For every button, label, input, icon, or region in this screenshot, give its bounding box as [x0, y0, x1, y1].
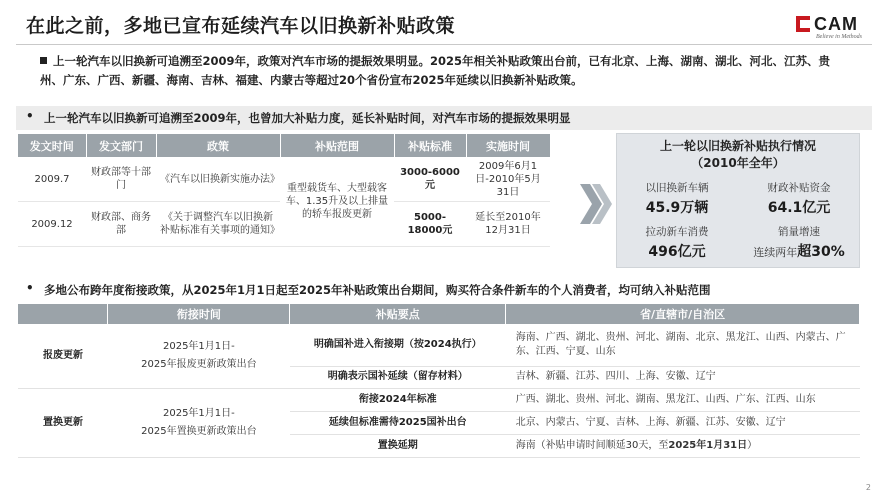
logo-mark-icon [796, 16, 810, 32]
section2-heading-text: 多地公布跨年度衔接政策，从2025年1月1日起至2025年补贴政策出台期间，购买符合条件新车的个人消费者，均可纳入补贴范围 [44, 283, 711, 297]
intro-paragraph [40, 52, 852, 90]
cell-provinces [506, 434, 860, 457]
stat-vehicles [617, 180, 737, 217]
panel-title-line: 上一轮以旧换新补贴执行情况 [659, 139, 816, 153]
cell-period: 2009年6月1日-2010年5月31日 [466, 157, 550, 202]
cell-dept: 财政部等十部门 [86, 157, 156, 202]
col-header: 发文部门 [86, 134, 156, 157]
col-header: 补贴标准 [394, 134, 466, 157]
table-header-row [18, 134, 550, 157]
time-line: 2025年1月1日- [162, 407, 235, 419]
cell-provinces: 北京、内蒙古、宁夏、吉林、上海、新疆、江苏、安徽、辽宁 [506, 411, 860, 434]
cell-provinces: 海南、广西、湖北、贵州、河北、湖南、北京、黑龙江、山西、内蒙古、广东、江西、宁夏、山东 [506, 324, 860, 366]
panel-subtitle: （2010年全年） [691, 156, 785, 170]
col-header: 发文时间 [18, 134, 86, 157]
stat-subsidy [739, 180, 859, 217]
section1-bullet: • [26, 109, 34, 123]
title-divider [16, 44, 872, 45]
cell-scope: 重型载货车、大型载客车、1.35升及以上排量的轿车报废更新 [280, 157, 394, 247]
stat-value-bold: 超30% [797, 244, 845, 260]
provinces-suffix: ） [747, 439, 758, 451]
cell-policy: 《关于调整汽车以旧换新补贴标准有关事项的通知》 [156, 202, 280, 247]
cell-provinces: 吉林、新疆、江苏、四川、上海、安徽、辽宁 [506, 366, 860, 388]
cell-policy: 《汽车以旧换新实施办法》 [156, 157, 280, 202]
table-header-row [18, 304, 860, 324]
table-row [18, 157, 550, 202]
cell-time [108, 388, 290, 457]
stat-consumption [617, 224, 737, 261]
stat-value: 496亿元 [648, 244, 706, 260]
stat-growth [739, 224, 859, 261]
stat-label: 以旧换新车辆 [645, 182, 709, 194]
cell-key: 衔接2024年标准 [290, 388, 506, 411]
logo-text: CAM [814, 14, 858, 34]
cell-standard: 3000-6000元 [394, 157, 466, 202]
section1-heading-bar [16, 106, 872, 130]
cell-key: 明确表示国补延续（留存材料） [290, 366, 506, 388]
cell-date: 2009.12 [18, 202, 86, 247]
cell-provinces: 广西、湖北、贵州、河北、湖南、黑龙江、山西、广东、江西、山东 [506, 388, 860, 411]
col-header: 省/直辖市/自治区 [506, 304, 860, 324]
col-header: 衔接时间 [108, 304, 290, 324]
table-row [18, 388, 860, 411]
cell-category: 置换更新 [18, 388, 108, 457]
stat-prefix: 连续两年 [753, 246, 798, 259]
policy-history-table [18, 134, 551, 247]
stat-value: 45.9万辆 [645, 200, 709, 216]
stat-label: 拉动新车消费 [645, 226, 709, 238]
col-header [18, 304, 108, 324]
stats-panel [616, 133, 860, 268]
time-line: 2025年报废更新政策出台 [141, 358, 257, 370]
stat-label: 财政补贴资金 [767, 182, 831, 194]
stat-label: 销量增速 [778, 226, 820, 238]
cam-logo [796, 14, 872, 42]
table-row [18, 324, 860, 366]
section2-heading [16, 280, 872, 300]
logo-tagline: Believe in Methods [816, 34, 862, 40]
section2-bullet: • [26, 281, 34, 295]
col-header: 补贴范围 [280, 134, 394, 157]
time-line: 2025年1月1日- [162, 340, 235, 352]
provinces-prefix: 海南（补贴申请时间顺延30天，至 [515, 439, 669, 451]
stat-value: 64.1亿元 [767, 200, 831, 216]
col-header: 实施时间 [466, 134, 550, 157]
cell-standard: 5000-18000元 [394, 202, 466, 247]
cell-date: 2009.7 [18, 157, 86, 202]
square-bullet-icon [40, 57, 47, 64]
time-line: 2025年置换更新政策出台 [141, 425, 257, 437]
intro-text: 上一轮汽车以旧换新可追溯至2009年，政策对汽车市场的提振效果明显。2025年相关补贴政策出台前，已有北京、上海、湖南、湖北、河北、江苏、贵州、广东、广西、新疆、海南、吉林、福建、内蒙古等超过20个省份宣布2025年延续以旧换新补贴政策。 [40, 54, 831, 87]
cell-category: 报废更新 [18, 324, 108, 388]
col-header: 补贴要点 [290, 304, 506, 324]
section1-heading: 上一轮汽车以旧换新可追溯至2009年，也曾加大补贴力度，延长补贴时间，对汽车市场的提振效果明显 [44, 111, 571, 125]
cell-time [108, 324, 290, 388]
page-number: 2 [865, 483, 871, 492]
transition-policy-table [18, 304, 860, 458]
page-title: 在此之前，多地已宣布延续汽车以旧换新补贴政策 [26, 15, 456, 37]
provinces-date: 2025年1月31日 [668, 439, 748, 451]
stat-value [739, 241, 859, 261]
chevron-right-icon [578, 180, 612, 228]
cell-key: 明确国补进入衔接期（按2024执行） [290, 324, 506, 366]
panel-title [617, 138, 859, 172]
cell-key: 延续但标准需待2025国补出台 [290, 411, 506, 434]
cell-key: 置换延期 [290, 434, 506, 457]
cell-period: 延长至2010年12月31日 [466, 202, 550, 247]
cell-dept: 财政部、商务部 [86, 202, 156, 247]
col-header: 政策 [156, 134, 280, 157]
